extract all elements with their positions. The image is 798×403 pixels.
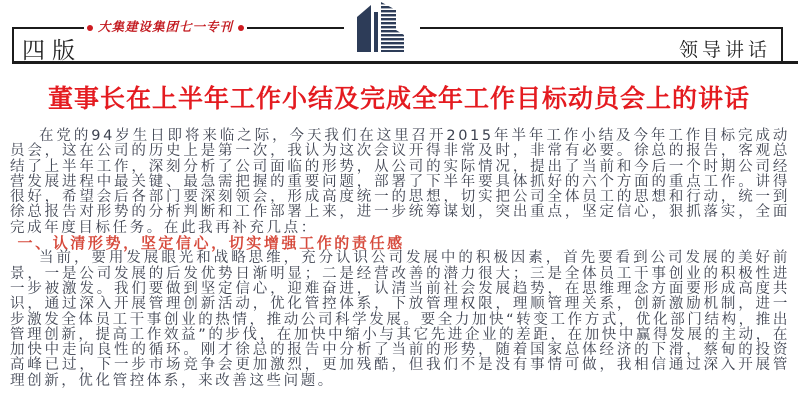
masthead-banner	[84, 20, 247, 36]
paragraph-1: 在党的94岁生日即将来临之际，今天我们在这里召开2015年半年工作小结及今年工作目标完成动员会，这在公司的历史上是第一次，我认为这次会议开得非常及时，非常有必要。徐总的报告，客观总结了上半年工作，深刻分析了公司面临的形势，从公司的实际情况，提出了当前和今后一个时期公司经营发展进程中最关键、最急需把握的重要问题，部署了下半年要具体抓好的六个方面的重点工作。讲得很好，希望会后各部门要深刻领会，形成高度统一的思想，切实把公司全体员工的思想和行动，统一到徐总报告对形势的分析判断和工作部署上来，进一步统筹谋划，突出重点，坚定信心，狠抓落实，全面完成年度目标任务。在此我再补充几点：	[10, 128, 790, 236]
building-icon	[354, 2, 410, 54]
article-title: 董事长在上半年工作小结及完成全年工作目标动员会上的讲话	[47, 84, 750, 113]
company-logo	[344, 0, 420, 60]
paragraph-2: 当前，要用发展眼光和战略思维，充分认识公司发展中的积极因素，首先要看到公司发展的美好前景，一是公司发展的后发优势日渐明显；二是经营改善的潜力很大；三是全体员工干事创业的积极性进一步被激发。我们要做到坚定信心，迎难奋进，认清当前社会发展趋势，在思维理念方面要形成高度共识，通过深入开展管理创新活动，优化管控体系，下放管理权限，理顺管理关系，创新激励机制，进一步激发全体员工干事创业的热情，推动公司科学发展。要全力加快“转变工作方式，优化部门结构，推出管理创新，提高工作效益”的步伐，在加快中缩小与其它先进企业的差距，在加快中赢得发展的主动，在加快中走向良性的循环。刚才徐总的报告中分析了当前的形势，随着国家总体经济的下滑，蔡甸的投资高峰已过，下一步市场竞争会更加激烈，更加残酷，但我们不是没有事情可做，我相信通过深入开展管理创新，优化管控体系，来改善这些问题。	[10, 250, 790, 389]
page-number-label: 四版	[22, 38, 82, 64]
section-heading-1: 一、认清形势，坚定信心，切实增强工作的责任感	[17, 234, 405, 253]
bullet-dot-icon	[87, 25, 93, 31]
section-label: 领导讲话	[678, 39, 771, 61]
article-body	[10, 129, 790, 389]
bullet-dot-icon	[238, 25, 244, 31]
masthead-rule-extension	[781, 61, 798, 64]
publication-title: 大集建设集团七一专刊	[98, 19, 234, 34]
